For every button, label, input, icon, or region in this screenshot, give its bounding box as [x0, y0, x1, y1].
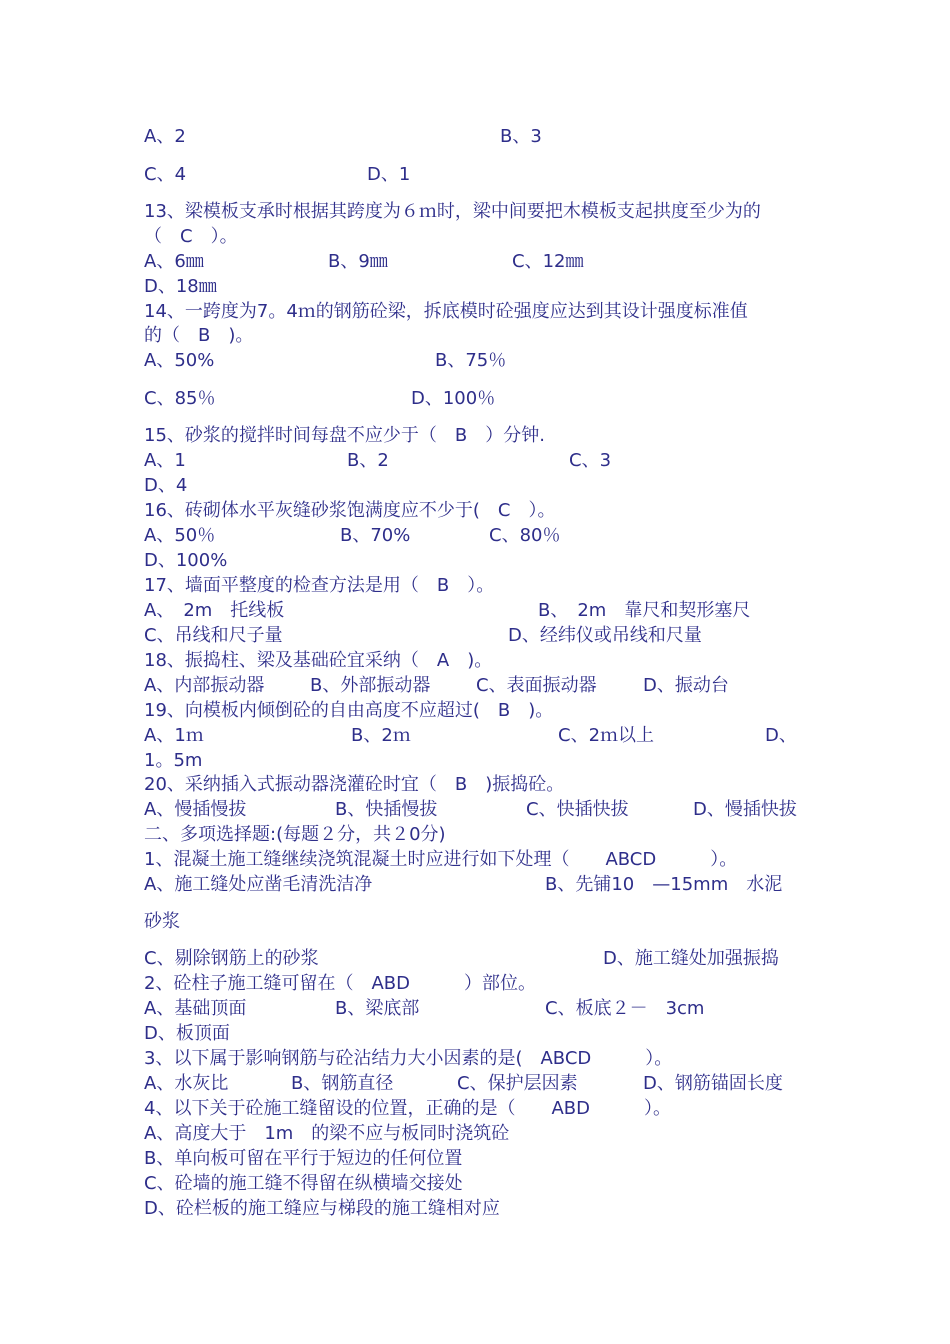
q17-stem: 17、墙面平整度的检查方法是用（ B ）。 [144, 575, 495, 596]
m1-stem: 1、混凝土施工缝继续浇筑混凝土时应进行如下处理（ ABCD ）。 [144, 849, 738, 870]
q17-option-d: D、经纬仪或吊线和尺量 [508, 625, 702, 646]
m3-option-d: D、钢筋锚固长度 [643, 1073, 783, 1094]
q16-stem: 16、砖砌体水平灰缝砂浆饱满度应不少于( C ）。 [144, 500, 556, 521]
q18-option-b: B、外部振动器 [310, 675, 431, 696]
q14-option-c: C、85％ [144, 388, 216, 409]
m1-option-a: A、施工缝处应凿毛清洗洁净 [144, 874, 373, 895]
q15-stem: 15、砂浆的搅拌时间每盘不应少于（ B ）分钟. [144, 425, 545, 446]
m4-option-c: C、砼墙的施工缝不得留在纵横墙交接处 [144, 1173, 463, 1194]
q19-stem: 19、向模板内倾倒砼的自由高度不应超过( B )。 [144, 700, 554, 721]
q16-option-a: A、50％ [144, 525, 216, 546]
m2-option-a: A、基础顶面 [144, 998, 247, 1019]
q18-option-c: C、表面振动器 [476, 675, 597, 696]
q14-option-b: B、75％ [435, 350, 507, 371]
m1-option-b-cont: 砂浆 [144, 911, 180, 932]
q20-stem: 20、采纳插入式振动器浇灌砼时宜（ B )振捣砼。 [144, 774, 565, 795]
q12-option-b: B、3 [500, 126, 542, 147]
m4-stem: 4、以下关于砼施工缝留设的位置，正确的是（ ABD ）。 [144, 1098, 671, 1119]
q13-option-c: C、12㎜ [512, 251, 584, 272]
q19-option-c: C、2ｍ以上 [558, 725, 655, 746]
q19-option-d: D、 [765, 725, 797, 746]
q15-option-b: B、2 [347, 450, 389, 471]
q18-option-a: A、内部振动器 [144, 675, 265, 696]
q16-option-d: D、100% [144, 550, 228, 571]
q15-option-c: C、3 [569, 450, 612, 471]
q16-option-c: C、80％ [489, 525, 561, 546]
q20-option-c: C、快插快拔 [526, 799, 629, 820]
q20-option-b: B、快插慢拔 [335, 799, 438, 820]
q13-option-d: D、18㎜ [144, 276, 217, 297]
q12-option-d: D、1 [367, 164, 411, 185]
q18-stem: 18、振捣柱、梁及基础砼宜采纳（ A )。 [144, 650, 493, 671]
q14-stem: 14、一跨度为7。4ｍ的钢筋砼梁，拆底模时砼强度应达到其设计强度标准值 [144, 301, 748, 322]
m4-option-d: D、砼栏板的施工缝应与梯段的施工缝相对应 [144, 1198, 500, 1219]
m2-stem: 2、砼柱子施工缝可留在（ ABD ）部位。 [144, 973, 536, 994]
m2-option-b: B、梁底部 [335, 998, 420, 1019]
q17-option-a: A、 2m 托线板 [144, 600, 285, 621]
q20-option-a: A、慢插慢拔 [144, 799, 247, 820]
m3-option-a: A、水灰比 [144, 1073, 229, 1094]
q14-option-a: A、50% [144, 350, 215, 371]
m1-option-b: B、先铺10 —15mm 水泥 [545, 874, 783, 895]
q13-option-a: A、6㎜ [144, 251, 204, 272]
m1-option-d: D、施工缝处加强振捣 [603, 948, 779, 969]
q13-stem-cont: （ C ）。 [144, 226, 238, 247]
q19-option-d-cont: 1。5m [144, 750, 203, 771]
q16-option-b: B、70% [340, 525, 411, 546]
m3-option-b: B、钢筋直径 [291, 1073, 394, 1094]
q17-option-c: C、吊线和尺子量 [144, 625, 283, 646]
m1-option-c: C、剔除钢筋上的砂浆 [144, 948, 319, 969]
q15-option-d: D、4 [144, 475, 188, 496]
q13-option-b: B、9㎜ [328, 251, 388, 272]
m4-option-a: A、高度大于 1m 的梁不应与板同时浇筑砼 [144, 1123, 510, 1144]
q20-option-d: D、慢插快拔 [693, 799, 797, 820]
q18-option-d: D、振动台 [643, 675, 729, 696]
q19-option-b: B、2ｍ [351, 725, 411, 746]
q14-stem-cont: 的（ B )。 [144, 325, 254, 346]
m4-option-b: B、单向板可留在平行于短边的任何位置 [144, 1148, 463, 1169]
m3-stem: 3、以下属于影响钢筋与砼沾结力大小因素的是( ABCD ）。 [144, 1048, 673, 1069]
m3-option-c: C、保护层因素 [457, 1073, 578, 1094]
section-2-title: 二、多项选择题:(每题２分，共２0分) [144, 824, 446, 845]
q17-option-b: B、 2m 靠尺和契形塞尺 [538, 600, 751, 621]
q15-option-a: A、1 [144, 450, 186, 471]
q13-stem: 13、梁模板支承时根据其跨度为６ｍ时，梁中间要把木模板支起拱度至少为的 [144, 201, 761, 222]
q12-option-c: C、4 [144, 164, 187, 185]
m2-option-d: D、板顶面 [144, 1023, 230, 1044]
q12-option-a: A、2 [144, 126, 186, 147]
q19-option-a: A、1ｍ [144, 725, 204, 746]
q14-option-d: D、100％ [411, 388, 496, 409]
m2-option-c: C、板底２－ 3cm [545, 998, 705, 1019]
